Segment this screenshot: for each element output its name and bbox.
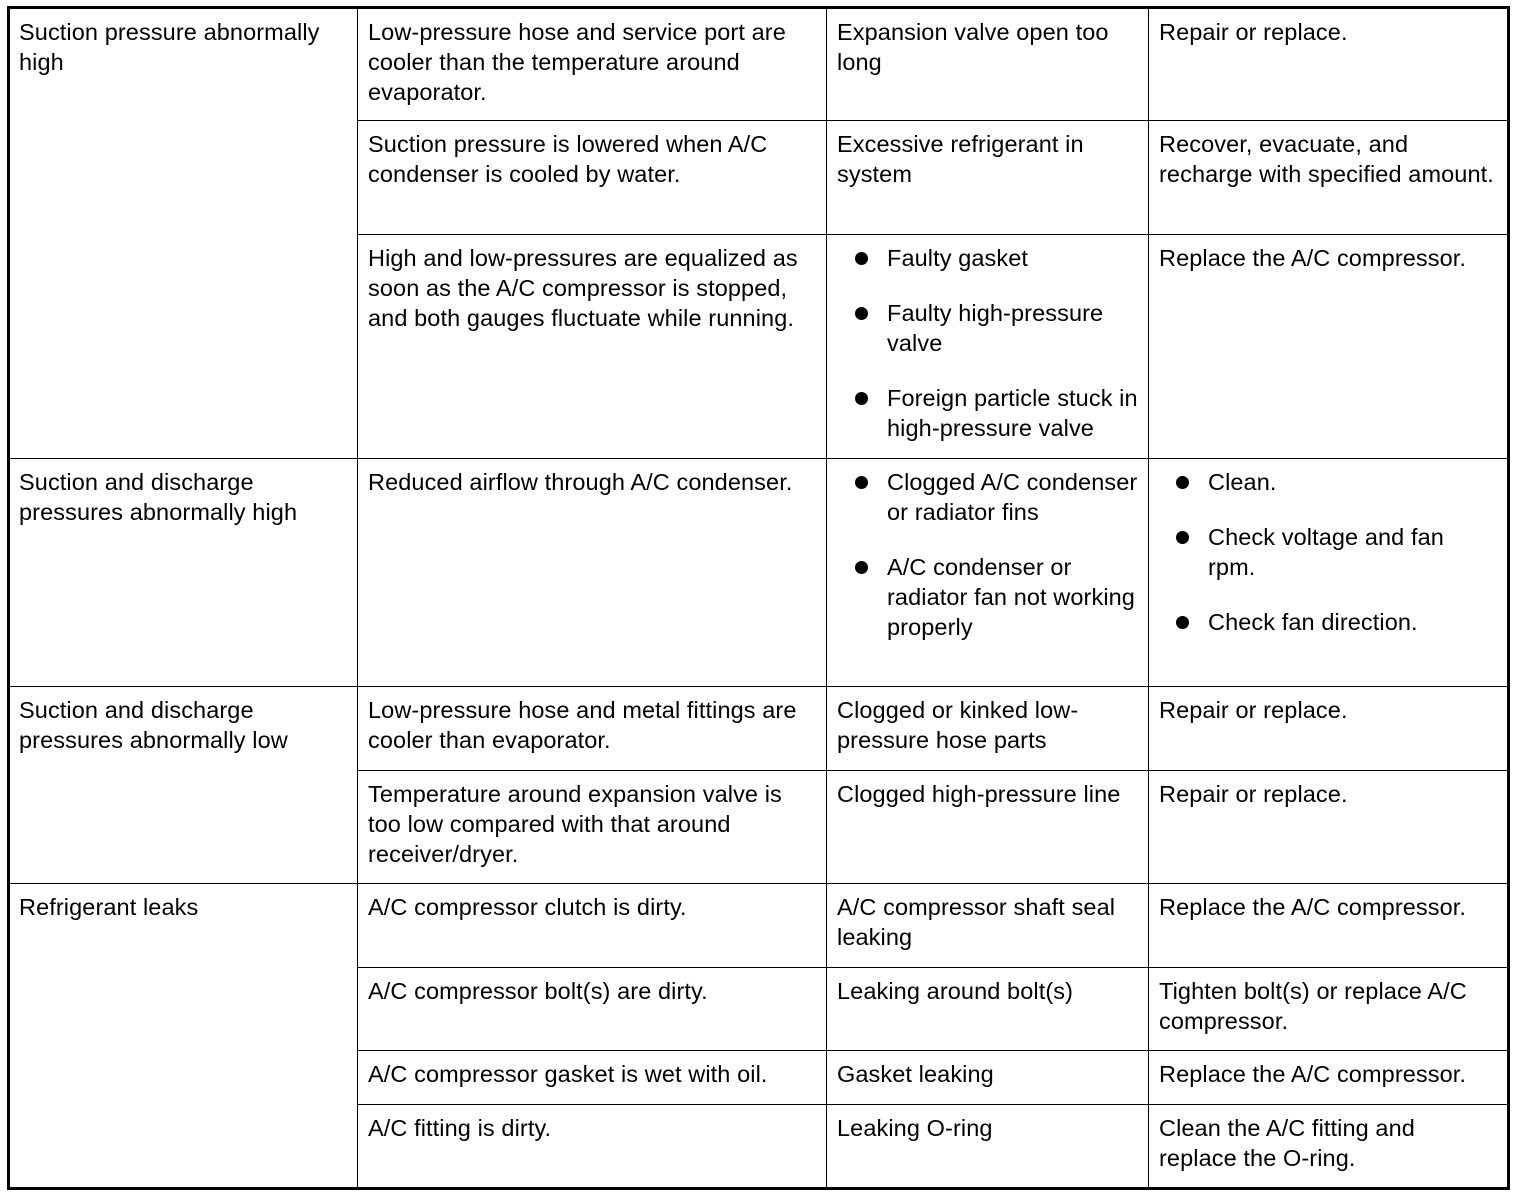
remedy-cell: Clean the A/C fitting and replace the O-ring. xyxy=(1149,1105,1509,1189)
cause-cell xyxy=(827,459,1149,687)
remedy-cell xyxy=(1149,459,1509,687)
list-item: A/C condenser or radiator fan not working properly xyxy=(837,552,1138,642)
remedy-cell: Repair or replace. xyxy=(1149,8,1509,121)
remedy-cell: Recover, evacuate, and recharge with specified amount. xyxy=(1149,121,1509,235)
list-item: Clogged A/C condenser or radiator fins xyxy=(837,467,1138,527)
check-cell: Reduced airflow through A/C condenser. xyxy=(358,459,827,687)
remedy-cell: Repair or replace. xyxy=(1149,687,1509,771)
symptom-cell: Suction and discharge pressures abnormally low xyxy=(9,687,358,884)
list-item: Clean. xyxy=(1159,467,1497,497)
troubleshooting-table xyxy=(7,6,1510,1190)
check-cell: Temperature around expansion valve is too low compared with that around receiver/dryer. xyxy=(358,771,827,884)
check-cell: A/C compressor gasket is wet with oil. xyxy=(358,1051,827,1105)
list-item: Foreign particle stuck in high-pressure valve xyxy=(837,383,1138,443)
cause-list xyxy=(837,243,1138,443)
remedy-cell: Replace the A/C compressor. xyxy=(1149,1051,1509,1105)
cause-cell: Gasket leaking xyxy=(827,1051,1149,1105)
remedy-list xyxy=(1159,467,1497,637)
cause-list xyxy=(837,467,1138,642)
remedy-cell: Tighten bolt(s) or replace A/C compressor. xyxy=(1149,968,1509,1051)
check-cell: A/C fitting is dirty. xyxy=(358,1105,827,1189)
list-item: Faulty high-pressure valve xyxy=(837,298,1138,358)
cause-cell: Leaking around bolt(s) xyxy=(827,968,1149,1051)
table-row xyxy=(9,884,1509,968)
cause-cell: Expansion valve open too long xyxy=(827,8,1149,121)
cause-cell: Clogged high-pressure line xyxy=(827,771,1149,884)
table-row xyxy=(9,687,1509,771)
cause-cell: Excessive refrigerant in system xyxy=(827,121,1149,235)
check-cell: A/C compressor clutch is dirty. xyxy=(358,884,827,968)
cause-cell xyxy=(827,235,1149,459)
check-cell: High and low-pressures are equalized as soon as the A/C compressor is stopped, and both gauges fluctuate while running. xyxy=(358,235,827,459)
remedy-cell: Replace the A/C compressor. xyxy=(1149,235,1509,459)
cause-cell: Leaking O-ring xyxy=(827,1105,1149,1189)
remedy-cell: Replace the A/C compressor. xyxy=(1149,884,1509,968)
check-cell: Low-pressure hose and service port are cooler than the temperature around evaporator. xyxy=(358,8,827,121)
list-item: Faulty gasket xyxy=(837,243,1138,273)
cause-cell: Clogged or kinked low-pressure hose parts xyxy=(827,687,1149,771)
symptom-cell: Refrigerant leaks xyxy=(9,884,358,1189)
symptom-cell: Suction pressure abnormally high xyxy=(9,8,358,459)
check-cell: Suction pressure is lowered when A/C condenser is cooled by water. xyxy=(358,121,827,235)
remedy-cell: Repair or replace. xyxy=(1149,771,1509,884)
check-cell: A/C compressor bolt(s) are dirty. xyxy=(358,968,827,1051)
list-item: Check voltage and fan rpm. xyxy=(1159,522,1497,582)
list-item: Check fan direction. xyxy=(1159,607,1497,637)
table-row xyxy=(9,459,1509,687)
cause-cell: A/C compressor shaft seal leaking xyxy=(827,884,1149,968)
table-row xyxy=(9,8,1509,121)
check-cell: Low-pressure hose and metal fittings are cooler than evaporator. xyxy=(358,687,827,771)
symptom-cell: Suction and discharge pressures abnormally high xyxy=(9,459,358,687)
